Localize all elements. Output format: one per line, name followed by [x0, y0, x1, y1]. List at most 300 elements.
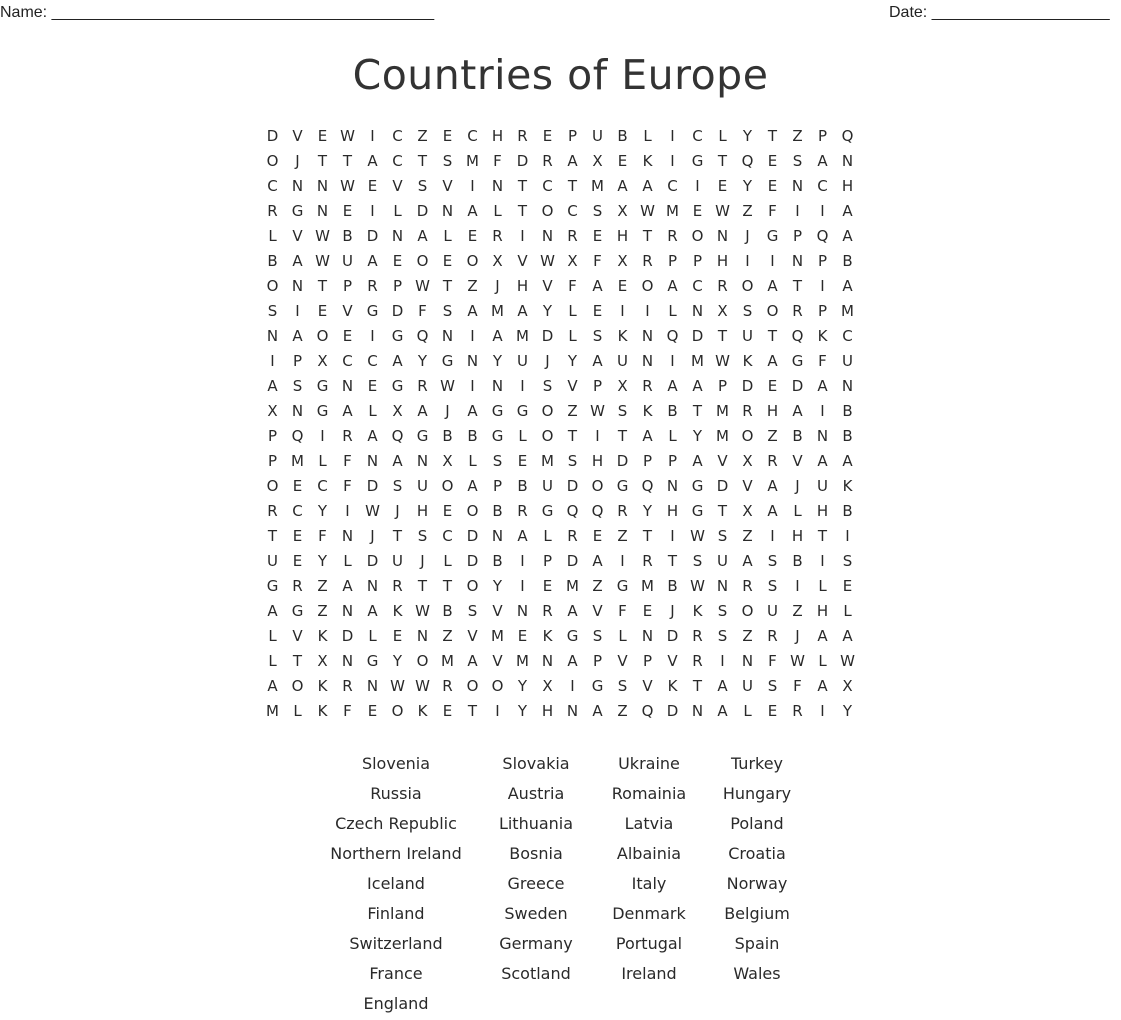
grid-letter: S [417, 527, 428, 545]
grid-letter: K [842, 477, 853, 495]
grid-letter: W [365, 502, 380, 520]
grid-letter: J [420, 552, 425, 570]
grid-letter: J [395, 502, 400, 520]
grid-letter: G [416, 427, 429, 445]
grid-letter: W [340, 177, 355, 195]
grid-letter: A [842, 452, 853, 470]
grid-letter: G [316, 377, 329, 395]
grid-letter: I [820, 402, 825, 420]
grid-letter: A [367, 602, 378, 620]
grid-letter: G [691, 502, 704, 520]
grid-letter: H [791, 527, 804, 545]
grid-letter: E [392, 627, 403, 645]
grid-row [260, 424, 860, 449]
grid-letter: A [842, 202, 853, 220]
grid-letter: T [267, 527, 278, 545]
grid-letter: L [443, 227, 452, 245]
grid-letter: A [667, 377, 678, 395]
grid-letter: S [292, 377, 303, 395]
grid-letter: Z [792, 127, 803, 145]
grid-letter: Q [566, 502, 579, 520]
grid-letter: D [266, 127, 279, 145]
grid-letter: V [617, 652, 628, 670]
grid-letter: Q [841, 127, 854, 145]
grid-letter: D [541, 327, 554, 345]
grid-letter: H [616, 227, 629, 245]
grid-letter: I [370, 202, 375, 220]
grid-letter: H [841, 177, 854, 195]
word-list-item: Greece [507, 874, 565, 893]
grid-letter: L [618, 627, 627, 645]
grid-letter: E [717, 177, 728, 195]
grid-letter: F [343, 477, 352, 495]
grid-letter: N [416, 627, 429, 645]
grid-letter: J [370, 527, 375, 545]
grid-letter: Y [417, 352, 428, 370]
grid-letter: R [367, 277, 378, 295]
grid-letter: I [670, 352, 675, 370]
grid-letter: S [617, 402, 628, 420]
grid-letter: H [766, 402, 779, 420]
grid-letter: T [642, 527, 653, 545]
grid-letter: S [417, 177, 428, 195]
grid-letter: R [792, 302, 803, 320]
grid-letter: U [742, 677, 753, 695]
grid-letter: D [466, 527, 479, 545]
grid-letter: Y [692, 427, 703, 445]
grid-letter: D [366, 227, 379, 245]
grid-letter: R [267, 202, 278, 220]
word-list-item: Denmark [612, 904, 686, 923]
grid-letter: A [842, 277, 853, 295]
grid-letter: T [292, 652, 303, 670]
grid-letter: I [520, 377, 525, 395]
grid-letter: A [367, 152, 378, 170]
grid-letter: S [767, 577, 778, 595]
grid-letter: V [492, 652, 503, 670]
word-list-item: Ireland [621, 964, 677, 983]
grid-letter: W [640, 202, 655, 220]
grid-letter: R [542, 602, 553, 620]
grid-letter: N [541, 652, 554, 670]
grid-letter: V [292, 227, 303, 245]
grid-letter: R [617, 502, 628, 520]
grid-letter: Z [742, 627, 753, 645]
grid-letter: O [416, 652, 429, 670]
grid-letter: I [820, 552, 825, 570]
grid-letter: J [670, 602, 675, 620]
grid-letter: N [441, 327, 454, 345]
grid-letter: C [842, 327, 853, 345]
grid-letter: E [617, 152, 628, 170]
grid-letter: N [341, 377, 354, 395]
grid-letter: Y [742, 177, 753, 195]
grid-letter: F [343, 702, 352, 720]
grid-letter: Q [591, 502, 604, 520]
grid-letter: A [817, 627, 828, 645]
word-list-item: Portugal [615, 934, 683, 953]
grid-letter: E [767, 152, 778, 170]
grid-letter: D [341, 627, 354, 645]
grid-letter: G [391, 377, 404, 395]
grid-letter: Y [392, 652, 403, 670]
grid-letter: G [366, 302, 379, 320]
grid-letter: F [343, 452, 352, 470]
grid-letter: N [716, 227, 729, 245]
word-list-item: Spain [734, 934, 780, 953]
grid-letter: U [767, 602, 778, 620]
grid-letter: E [292, 477, 303, 495]
grid-letter: R [742, 402, 753, 420]
grid-letter: T [517, 177, 528, 195]
grid-letter: W [790, 652, 805, 670]
grid-letter: O [741, 602, 754, 620]
grid-letter: B [792, 552, 803, 570]
grid-letter: H [816, 602, 829, 620]
grid-letter: G [691, 477, 704, 495]
grid-letter: Z [317, 577, 328, 595]
grid-letter: E [842, 577, 853, 595]
grid-letter: O [491, 677, 504, 695]
grid-letter: E [767, 702, 778, 720]
grid-letter: L [568, 302, 577, 320]
grid-letter: N [316, 202, 329, 220]
grid-letter: E [517, 627, 528, 645]
word-list-item: Slovakia [502, 754, 570, 773]
grid-letter: A [767, 352, 778, 370]
grid-letter: S [467, 602, 478, 620]
grid-letter: A [692, 452, 703, 470]
grid-letter: O [441, 477, 454, 495]
grid-letter: I [520, 552, 525, 570]
grid-row [260, 349, 860, 374]
grid-letter: L [818, 652, 827, 670]
grid-letter: X [392, 402, 403, 420]
grid-letter: Q [791, 327, 804, 345]
grid-letter: O [291, 677, 304, 695]
grid-letter: N [266, 327, 279, 345]
grid-row [260, 174, 860, 199]
grid-letter: T [567, 177, 578, 195]
grid-letter: D [466, 552, 479, 570]
grid-letter: I [570, 677, 575, 695]
grid-letter: H [716, 252, 729, 270]
grid-letter: N [641, 352, 654, 370]
grid-letter: S [492, 452, 503, 470]
word-list-item: Iceland [367, 874, 425, 893]
grid-letter: W [415, 277, 430, 295]
grid-row [260, 274, 860, 299]
grid-letter: A [342, 577, 353, 595]
grid-letter: T [317, 152, 328, 170]
grid-letter: O [266, 277, 279, 295]
grid-letter: Q [816, 227, 829, 245]
grid-letter: C [692, 277, 703, 295]
grid-letter: R [392, 577, 403, 595]
grid-letter: X [317, 652, 328, 670]
grid-letter: B [667, 577, 678, 595]
grid-letter: S [717, 527, 728, 545]
grid-letter: N [341, 652, 354, 670]
grid-letter: I [595, 427, 600, 445]
grid-letter: J [445, 402, 450, 420]
grid-letter: Q [391, 427, 404, 445]
grid-letter: A [567, 652, 578, 670]
grid-letter: P [567, 127, 578, 145]
grid-letter: N [466, 352, 479, 370]
grid-letter: L [468, 452, 477, 470]
grid-letter: Y [842, 702, 853, 720]
grid-letter: E [442, 702, 453, 720]
grid-letter: T [767, 327, 778, 345]
grid-letter: A [742, 552, 753, 570]
word-list-item: Hungary [722, 784, 792, 803]
grid-letter: A [267, 677, 278, 695]
grid-letter: V [642, 677, 653, 695]
grid-letter: B [467, 427, 478, 445]
grid-letter: A [267, 602, 278, 620]
grid-letter: P [392, 277, 403, 295]
grid-letter: A [392, 352, 403, 370]
grid-letter: Q [291, 427, 304, 445]
grid-letter: O [266, 152, 279, 170]
grid-letter: F [768, 202, 777, 220]
grid-letter: I [270, 352, 275, 370]
grid-letter: A [517, 302, 528, 320]
grid-letter: Y [742, 127, 753, 145]
grid-letter: H [666, 502, 679, 520]
grid-letter: E [592, 302, 603, 320]
grid-letter: V [742, 477, 753, 495]
grid-letter: I [820, 277, 825, 295]
grid-letter: M [691, 352, 704, 370]
grid-letter: N [491, 377, 504, 395]
grid-letter: I [370, 127, 375, 145]
grid-letter: A [467, 652, 478, 670]
grid-letter: E [317, 302, 328, 320]
grid-letter: P [267, 427, 278, 445]
grid-letter: O [466, 252, 479, 270]
grid-letter: I [695, 177, 700, 195]
grid-letter: K [617, 327, 628, 345]
grid-letter: N [666, 477, 679, 495]
grid-letter: T [767, 127, 778, 145]
grid-letter: C [667, 177, 678, 195]
grid-letter: S [742, 302, 753, 320]
grid-letter: N [291, 277, 304, 295]
grid-letter: L [843, 602, 852, 620]
grid-letter: V [442, 177, 453, 195]
grid-letter: D [666, 627, 679, 645]
grid-letter: E [292, 552, 303, 570]
grid-row [260, 674, 860, 699]
grid-letter: J [545, 352, 550, 370]
grid-row [260, 224, 860, 249]
grid-letter: P [717, 377, 728, 395]
grid-letter: D [366, 552, 379, 570]
grid-letter: M [591, 177, 604, 195]
grid-letter: S [392, 477, 403, 495]
grid-letter: V [667, 652, 678, 670]
grid-letter: U [542, 477, 553, 495]
word-list-item: Sweden [504, 904, 568, 923]
grid-letter: M [441, 652, 454, 670]
grid-letter: P [692, 252, 703, 270]
word-list-item: Lithuania [498, 814, 574, 833]
grid-letter: R [692, 627, 703, 645]
grid-letter: I [820, 202, 825, 220]
grid-letter: R [417, 377, 428, 395]
grid-letter: U [342, 252, 353, 270]
grid-letter: I [370, 327, 375, 345]
grid-letter: T [717, 327, 728, 345]
grid-letter: L [643, 127, 652, 145]
grid-letter: I [795, 202, 800, 220]
word-list-item: Scotland [501, 964, 571, 983]
grid-letter: T [417, 577, 428, 595]
grid-letter: W [415, 677, 430, 695]
grid-letter: W [415, 602, 430, 620]
grid-letter: S [717, 602, 728, 620]
grid-letter: W [690, 577, 705, 595]
grid-letter: A [467, 202, 478, 220]
grid-letter: N [366, 452, 379, 470]
grid-letter: S [792, 152, 803, 170]
grid-letter: G [541, 502, 554, 520]
grid-row [260, 374, 860, 399]
grid-letter: D [741, 377, 754, 395]
grid-letter: F [793, 677, 802, 695]
grid-letter: B [842, 402, 853, 420]
grid-letter: L [743, 702, 752, 720]
grid-letter: P [642, 452, 653, 470]
grid-letter: W [315, 227, 330, 245]
grid-letter: A [467, 402, 478, 420]
grid-letter: L [668, 302, 677, 320]
grid-letter: J [495, 277, 500, 295]
grid-letter: T [792, 277, 803, 295]
grid-letter: U [617, 352, 628, 370]
grid-letter: C [692, 127, 703, 145]
grid-letter: T [342, 152, 353, 170]
grid-letter: S [592, 627, 603, 645]
grid-letter: N [491, 177, 504, 195]
grid-row [260, 624, 860, 649]
grid-letter: N [641, 627, 654, 645]
grid-letter: E [367, 177, 378, 195]
grid-letter: A [567, 602, 578, 620]
grid-letter: D [691, 327, 704, 345]
grid-letter: E [692, 202, 703, 220]
grid-row [260, 499, 860, 524]
grid-letter: V [567, 377, 578, 395]
grid-letter: A [817, 677, 828, 695]
grid-letter: C [267, 177, 278, 195]
grid-letter: N [516, 602, 529, 620]
grid-letter: G [291, 202, 304, 220]
grid-letter: W [690, 527, 705, 545]
grid-letter: N [316, 177, 329, 195]
grid-letter: M [716, 402, 729, 420]
grid-letter: N [841, 152, 854, 170]
grid-letter: Z [617, 527, 628, 545]
grid-letter: P [817, 127, 828, 145]
grid-letter: L [318, 452, 327, 470]
grid-letter: O [741, 277, 754, 295]
grid-letter: D [716, 477, 729, 495]
word-list-item: Northern Ireland [330, 844, 462, 863]
grid-letter: I [670, 527, 675, 545]
grid-letter: B [492, 552, 503, 570]
grid-letter: R [542, 152, 553, 170]
grid-letter: R [517, 502, 528, 520]
grid-letter: I [320, 427, 325, 445]
grid-letter: A [567, 152, 578, 170]
grid-letter: U [392, 552, 403, 570]
grid-letter: O [466, 502, 479, 520]
grid-letter: Z [567, 402, 578, 420]
grid-letter: L [368, 627, 377, 645]
grid-letter: E [617, 277, 628, 295]
grid-letter: Y [317, 552, 328, 570]
grid-letter: I [495, 702, 500, 720]
grid-letter: T [717, 502, 728, 520]
grid-letter: E [642, 602, 653, 620]
grid-letter: S [767, 677, 778, 695]
grid-letter: K [692, 602, 703, 620]
grid-letter: A [342, 402, 353, 420]
grid-letter: H [491, 127, 504, 145]
grid-letter: H [541, 702, 554, 720]
grid-letter: C [392, 152, 403, 170]
word-list-item: Czech Republic [335, 814, 457, 833]
grid-row [260, 649, 860, 674]
grid-letter: A [642, 177, 653, 195]
grid-letter: N [441, 202, 454, 220]
grid-letter: G [366, 652, 379, 670]
grid-letter: M [266, 702, 279, 720]
grid-letter: Z [742, 527, 753, 545]
grid-letter: R [292, 577, 303, 595]
grid-letter: T [467, 702, 478, 720]
grid-letter: O [266, 477, 279, 495]
grid-letter: C [392, 127, 403, 145]
grid-letter: P [292, 352, 303, 370]
grid-letter: L [818, 577, 827, 595]
grid-letter: G [791, 352, 804, 370]
grid-letter: D [566, 552, 579, 570]
grid-letter: I [520, 577, 525, 595]
grid-letter: K [317, 702, 328, 720]
grid-letter: S [592, 202, 603, 220]
grid-letter: S [717, 627, 728, 645]
grid-letter: T [417, 152, 428, 170]
grid-letter: W [590, 402, 605, 420]
grid-letter: X [592, 152, 603, 170]
grid-letter: L [393, 202, 402, 220]
grid-letter: G [616, 477, 629, 495]
grid-letter: A [367, 252, 378, 270]
grid-letter: D [566, 477, 579, 495]
grid-letter: K [317, 677, 328, 695]
word-list-item: Ukraine [618, 754, 680, 773]
grid-letter: W [540, 252, 555, 270]
grid-letter: O [641, 277, 654, 295]
grid-letter: T [717, 152, 728, 170]
grid-letter: G [291, 602, 304, 620]
grid-letter: T [692, 677, 703, 695]
grid-letter: L [568, 327, 577, 345]
